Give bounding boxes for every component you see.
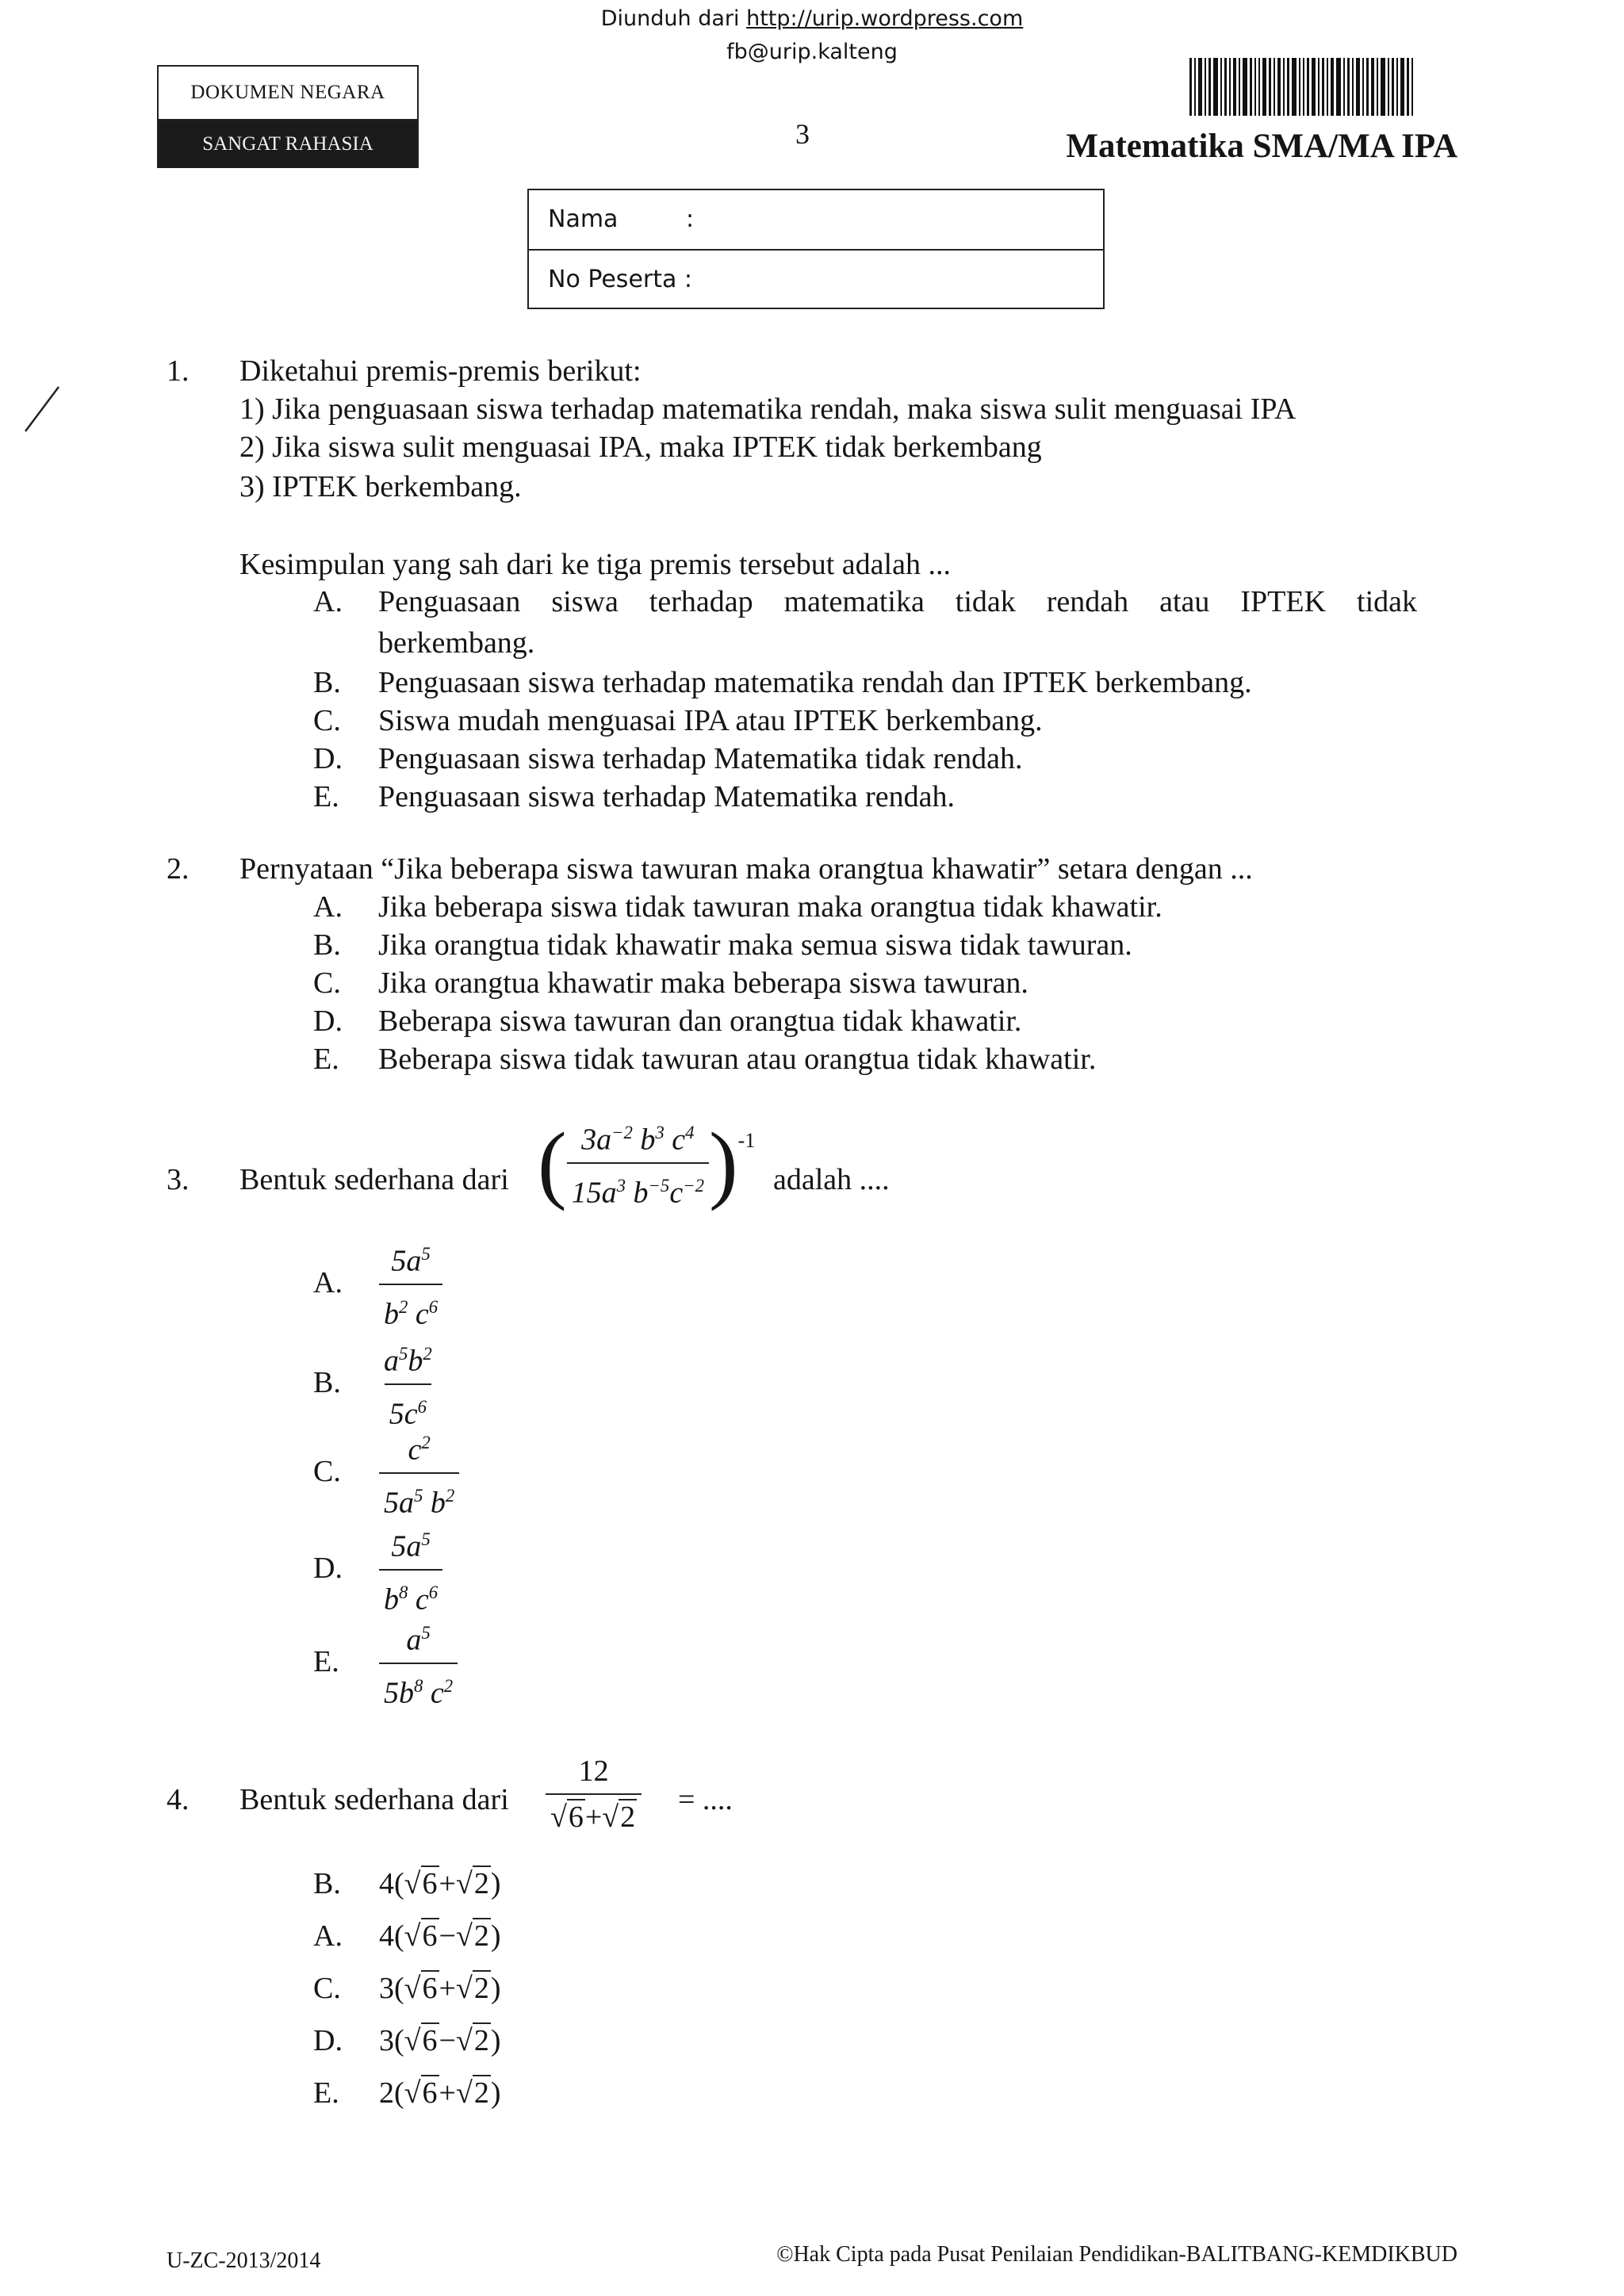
q1-option-letter: D. [313,742,343,775]
q2-option-letter: B. [313,928,341,962]
q2-option-e: Beberapa siswa tidak tawuran atau orangtua tidak khawatir. [378,1043,1097,1076]
barcode-icon [1189,58,1457,116]
doc-label-top: DOKUMEN NEGARA [159,67,417,121]
q2-option-letter: E. [313,1043,339,1076]
q1-option-b: Penguasaan siswa terhadap matematika rendah dan IPTEK berkembang. [378,666,1252,699]
q3-number: 3. [167,1163,190,1196]
q2-option-a: Jika beberapa siswa tidak tawuran maka orangtua tidak khawatir. [378,890,1162,924]
q3-option-letter: C. [313,1455,341,1488]
q3-option-d: $\frac{5a^5}{b^8 c^6}$ [379,1521,442,1618]
q4-option-b: 4(√6+√2) [379,1867,501,1900]
q4-option-letter: C. [313,1972,341,2005]
doc-label-bottom: SANGAT RAHASIA [159,121,417,168]
participant-number-label: No Peserta : [548,266,693,293]
q1-number: 1. [167,354,190,388]
name-row [529,190,1103,251]
q3-outer-exponent: -1 [737,1129,756,1152]
q4-suffix: = .... [678,1783,733,1816]
q1-premise-1: 1) Jika penguasaan siswa terhadap matematika rendah, maka siswa sulit menguasai IPA [239,392,1297,426]
q1-question: Kesimpulan yang sah dari ke tiga premis tersebut adalah ... [239,548,951,581]
page-number: 3 [795,118,810,150]
subject-title: Matematika SMA/MA IPA [1066,128,1457,165]
q3-option-letter: A. [313,1266,343,1299]
q1-option-a: Penguasaan siswa terhadap matematika tidak rendah atau IPTEK tidak [378,585,1417,618]
q1-premise-2: 2) Jika siswa sulit menguasai IPA, maka IPTEK tidak berkembang [239,430,1042,464]
q2-option-b: Jika orangtua tidak khawatir maka semua siswa tidak tawuran. [378,928,1132,962]
q1-option-letter: C. [313,704,341,737]
q3-suffix: adalah .... [773,1163,890,1196]
q3-option-letter: D. [313,1552,343,1585]
q4-option-e: 2(√6+√2) [379,2076,501,2110]
name-colon: : [686,205,695,233]
name-label: Nama [548,205,619,233]
download-prefix: Diunduh dari [600,6,747,31]
q3-fraction: $\frac{3a^{-2} b^3 c^4}{15a^3 b^{-5}c^{-2}}$ [567,1114,709,1211]
q4-option-letter: B. [313,1867,341,1900]
q3-option-e: $\frac{a^5}{5b^8 c^2}$ [379,1614,458,1712]
participant-number-row [529,251,1103,309]
pen-mark-icon [24,385,60,433]
student-id-box [527,189,1105,309]
document-classification-box [157,65,419,168]
q3-option-a: $\frac{5a^5}{b^2 c^6}$ [379,1235,442,1333]
q4-prefix: Bentuk sederhana dari [239,1783,509,1816]
q2-option-d: Beberapa siswa tawuran dan orangtua tidak khawatir. [378,1004,1022,1038]
q2-number: 2. [167,852,190,886]
q1-option-d: Penguasaan siswa terhadap Matematika tidak rendah. [378,742,1023,775]
paren-left-icon: ( [538,1114,567,1211]
q3-expression [538,1114,755,1211]
q3-option-b: $\frac{a^5b^2}{5c^6}$ [379,1335,437,1433]
q4-numerator: 12 [578,1755,609,1788]
download-source [0,6,1624,31]
q4-fraction: $\frac{12}{√6+√2}$ [546,1752,642,1836]
q4-option-c: 3(√6+√2) [379,1972,501,2005]
q1-intro: Diketahui premis-premis berikut: [239,354,642,388]
q1-premise-3: 3) IPTEK berkembang. [239,470,522,503]
q4-option-a: 4(√6−√2) [379,1919,501,1953]
q3-option-letter: B. [313,1366,341,1399]
q3-prefix: Bentuk sederhana dari [239,1163,509,1196]
paren-right-icon: ) [709,1114,738,1211]
q2-option-letter: A. [313,890,343,924]
q2-option-c: Jika orangtua khawatir maka beberapa siswa tawuran. [378,966,1028,1000]
q4-option-letter: A. [313,1919,343,1953]
q2-question: Pernyataan “Jika beberapa siswa tawuran maka orangtua khawatir” setara dengan ... [239,852,1253,886]
q2-option-letter: C. [313,966,341,1000]
q4-option-letter: E. [313,2076,339,2110]
footer-copyright: ©Hak Cipta pada Pusat Penilaian Pendidikan-BALITBANG-KEMDIKBUD [776,2242,1457,2267]
q3-option-c: $\frac{c^2}{5a^5 b^2}$ [379,1424,459,1521]
q1-option-e: Penguasaan siswa terhadap Matematika rendah. [378,780,956,813]
q1-option-a-cont: berkembang. [378,626,535,660]
download-link[interactable]: http://urip.wordpress.com [746,6,1024,31]
q4-option-d: 3(√6−√2) [379,2024,501,2057]
footer-code: U-ZC-2013/2014 [167,2248,321,2273]
q1-option-letter: B. [313,666,341,699]
q1-option-c: Siswa mudah menguasai IPA atau IPTEK berkembang. [378,704,1043,737]
q1-option-letter: E. [313,780,339,813]
q4-option-letter: D. [313,2024,343,2057]
q2-option-letter: D. [313,1004,343,1038]
fb-contact: fb@urip.kalteng [726,40,898,64]
q3-option-letter: E. [313,1645,339,1678]
q4-number: 4. [167,1783,190,1816]
q1-option-letter: A. [313,585,343,618]
